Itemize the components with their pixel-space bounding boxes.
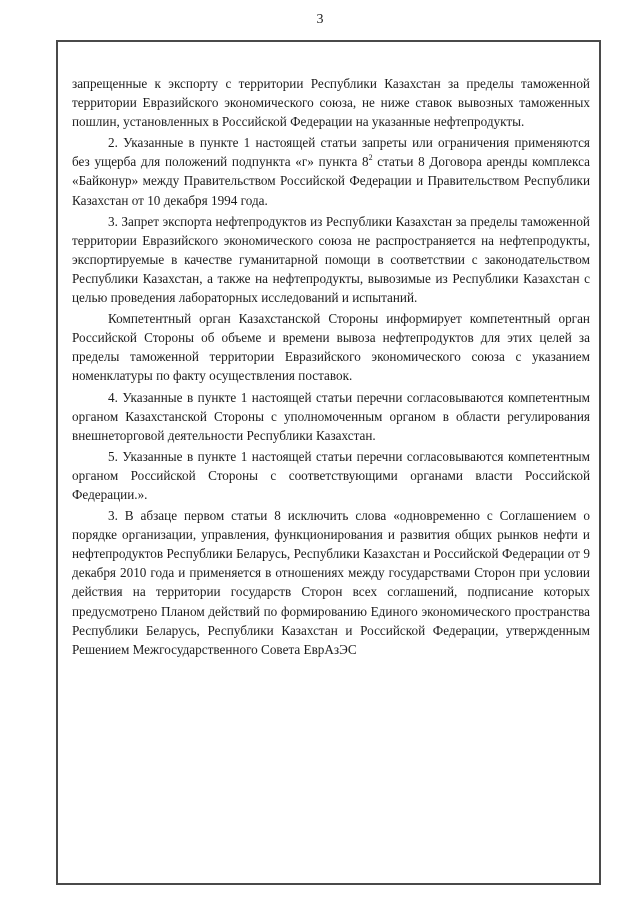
paragraph-2 [72, 133, 590, 209]
paragraph-7: 3. В абзаце первом статьи 8 исключить слова «одновременно с Соглашением о порядке организации, управления, функционирования и развития общих рынков нефти и нефтепродуктов Республики Беларусь, Республики Казахстан и Российской Федерации от 9 декабря 2010 года и применяется в отношениях между государствами Сторон при условии действия на территории государств Сторон всех соглашений, подписание которых предусмотрено Планом действий по формированию Единого экономического пространства Республики Беларусь, Республики Казахстан и Российской Федерации, утвержденным Решением Межгосударственного Совета ЕврАзЭС [72, 508, 590, 657]
paragraph-2-text-end: статьи 8 Договора аренды комплекса «Байконур» между Правительством Российской Федерации и Правительством Республики Казахстан от 10 декабря 1994 года. [72, 154, 590, 208]
paragraph-3: 3. Запрет экспорта нефтепродуктов из Республики Казахстан за пределы таможенной территории Евразийского экономического союза не распространяется на нефтепродукты, экспортируемые в качестве гуманитарной помощи в соответствии с законодательством Республики Казахстан, а также на нефтепродукты, вывозимые из Республики Казахстан с целью проведения лабораторных исследований и испытаний. [72, 213, 590, 306]
page-number: 3 [316, 12, 324, 27]
document-body [72, 74, 590, 659]
paragraph-6: 5. Указанные в пункте 1 настоящей статьи перечни согласовываются компетентным органом Российской Стороны с соответствующими органами власти Российской Федерации.». [72, 448, 590, 502]
paragraph-5: 4. Указанные в пункте 1 настоящей статьи перечни согласовываются компетентным органом Казахстанской Стороны с уполномоченным органом в области регулирования внешнеторговой деятельности Республики Казахстан. [72, 389, 590, 443]
superscript: 2 [368, 153, 373, 163]
paragraph-2-text: 2. Указанные в пункте 1 настоящей статьи запреты или ограничения применяются без ущерба для положений подпункта «г» пункта 8 [72, 135, 590, 170]
paragraph-1: запрещенные к экспорту с территории Республики Казахстан за пределы таможенной территории Евразийского экономического союза, не ниже ставок вывозных таможенных пошлин, установленных в Российской Федерации на указанные нефтепродукты. [72, 76, 590, 130]
paragraph-4: Компетентный орган Казахстанской Стороны информирует компетентный орган Российской Стороны об объеме и времени вывоза нефтепродуктов для этих целей за пределы таможенной территории Евразийского экономического союза с указанием номенклатуры по факту осуществления поставок. [72, 311, 590, 384]
